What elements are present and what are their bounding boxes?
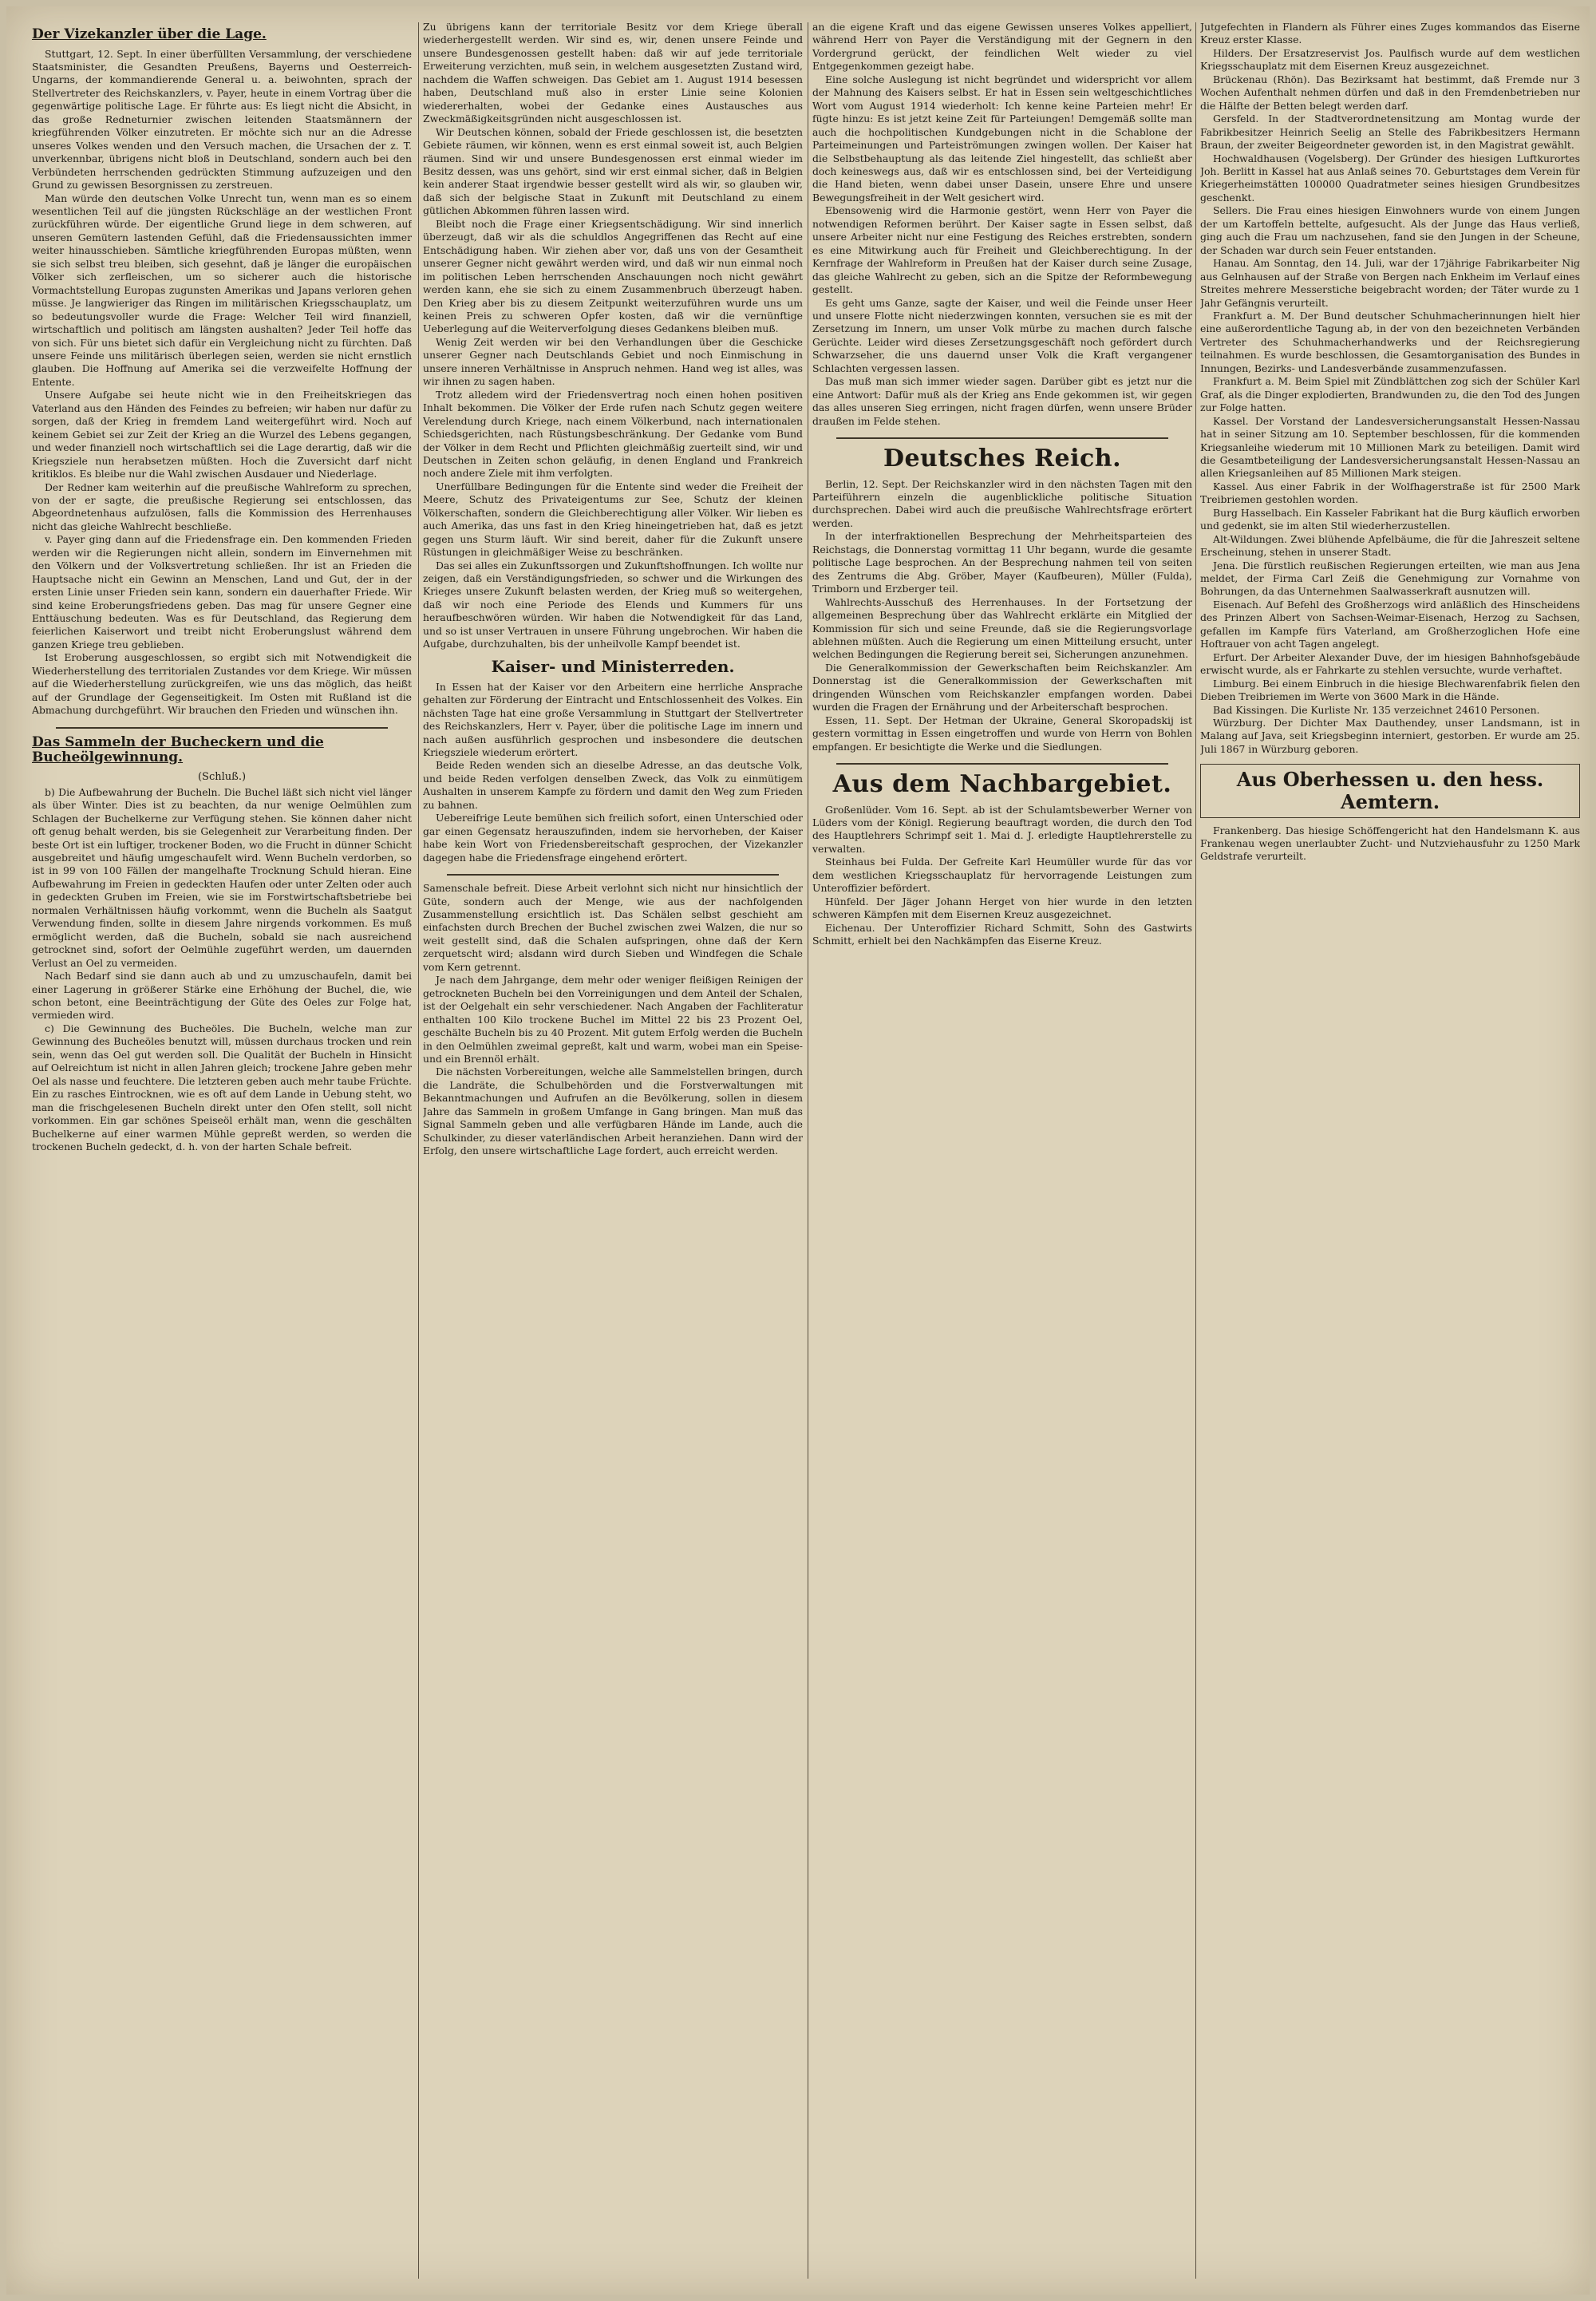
article-paragraph: Hanau. Am Sonntag, den 14. Juli, war der 17jährige Fabrikarbeiter Nig aus Gelnhausen auf der Straße von Bergen nach Enkheim im Verlauf eines Streites mehrere Messerstiche beigebracht worden; der Täter wurde zu 1 Jahr Gefängnis verurteilt. bbox=[1200, 257, 1580, 309]
article-paragraph: Hochwaldhausen (Vogelsberg). Der Gründer des hiesigen Luftkurortes Joh. Berlitt in Kassel hat aus Anlaß seines 70. Geburtstages dem Verein für Kriegerheimstätten 100000 Quadratmeter seines hiesigen Grundbesitzes geschenkt. bbox=[1200, 152, 1580, 204]
article-paragraph: Ebensowenig wird die Harmonie gestört, wenn Herr von Payer die notwendigen Reformen berührt. Der Kaiser sagte in Essen selbst, daß unsere Arbeiter nicht nur eine Festigung des Reiches erstrebten, sondern es eine Mitwirkung auch für Freiheit und Gleichberechtigung. In der Kernfrage der Wahlreform in Preußen hat der Kaiser durch seine Zusage, das gleiche Wahlrecht zu geben, sich an die Spitze der Reformbewegung gestellt. bbox=[812, 204, 1192, 296]
article-paragraph: Würzburg. Der Dichter Max Dauthendey, unser Landsmann, ist in Malang auf Java, seit Kriegsbeginn interniert, gestorben. Er wurde am 25. Juli 1867 in Würzburg geboren. bbox=[1200, 717, 1580, 755]
article-paragraph: Gersfeld. In der Stadtverordnetensitzung am Montag wurde der Fabrikbesitzer Heinrich Seelig an Stelle des Fabrikbesitzers Hermann Braun, der zweiter Beigeordneter geworden ist, in den Magistrat gewählt. bbox=[1200, 113, 1580, 152]
article-paragraph: Das muß man sich immer wieder sagen. Darüber gibt es jetzt nur die eine Antwort: Dafür muß als der Krieg ans Ende gekommen ist, wir gegen das alles unseren Sieg erringen, nicht fragen dürfen, wenn unsere Brüder draußen im Felde stehen. bbox=[812, 375, 1192, 427]
article-paragraph: Man würde den deutschen Volke Unrecht tun, wenn man es so einem wesentlichen Teil auf die jüngsten Rückschläge an der westlichen Front zurückführen würde. Der eigentliche Grund liege in dem schweren, auf unseren Gemütern lastenden Gefühl, daß die Friedensaussichten immer weiter hinausschieben. Sämtliche kriegführenden Europas müßten, wenn sie sich selbst treu bleiben, sich gesehnt, daß je länger die europäischen Völker sich zerfleischen, um so sicherer auch die historische Vormachtstellung Europas zugunsten Amerikas und Japans verloren gehen müsse. Je langwieriger das Ringen im militärischen Kriegsschauplatz, um so bedeutungsvoller wurde die Frage: Welcher Teil wird finanziell, wirtschaftlich und politisch am längsten aushalten? Jeder Teil hoffe das von sich. Für uns bietet sich dafür ein Vergleichung nicht zu fürchten. Daß unsere Feinde uns militärisch überlegen seien, werden sie nicht ernstlich glauben. Die Hoffnung auf Amerika sei die verzweifelte Hoffnung der Entente. bbox=[32, 192, 412, 388]
article-paragraph: Hünfeld. Der Jäger Johann Herget von hier wurde in den letzten schweren Kämpfen mit dem Eisernen Kreuz ausgezeichnet. bbox=[812, 895, 1192, 921]
article-paragraph: Kassel. Aus einer Fabrik in der Wolfhagerstraße ist für 2500 Mark Treibriemen gestohlen worden. bbox=[1200, 480, 1580, 506]
article-paragraph: Zu übrigens kann der territoriale Besitz vor dem Kriege überall wiederhergestellt werden. Wir sind es, wir, denen unsere Feinde und unsere Bundesgenossen gestellt haben: daß wir auf jede territoriale Erweiterung verzichten, muß sein, in welchem ausgesetzten Zustand wird, nachdem die Waffen schweigen. Das Gebiet am 1. August 1914 besessen haben, Deutschland muß also in erster Linie seine Kolonien wiedererhalten, wobei der Gedanke eines Austausches aus Zweckmäßigkeitsgründen nicht ausgeschlossen ist. bbox=[423, 21, 803, 125]
article-paragraph: c) Die Gewinnung des Bucheöles. Die Bucheln, welche man zur Gewinnung des Bucheöles benutzt will, müssen durchaus trocken und rein sein, wenn das Oel gut werden soll. Die Qualität der Bucheln in Hinsicht auf Oelreichtum ist nicht in allen Jahren gleich; trockene Jahre geben mehr Oel als nasse und feuchtere. Die letzteren geben auch mehr taube Früchte. Ein zu rasches Eintrocknen, wie es oft auf dem Lande in Uebung steht, wo man die frischgelesenen Bucheln direkt unter den Ofen stellt, soll nicht vorkommen. Ein gar schönes Speiseöl erhält man, wenn die geschälten Buchelkerne auf einer warmen Mühle gepreßt werden, so werden die trockenen Bucheln gedeckt, d. h. von der harten Schale befreit. bbox=[32, 1022, 412, 1152]
article-paragraph: Bleibt noch die Frage einer Kriegsentschädigung. Wir sind innerlich überzeugt, daß wir als die schuldlos Angegriffenen das Recht auf eine Entschädigung haben. Wir ziehen aber vor, daß uns von der Gesamtheit unserer Gegner nicht gewährt werden wird, und daß wir nun einmal noch im politischen Leben herrschenden Anschauungen noch nicht gewährt werden kann, ehe sie sich zu einem Zusammenbruch überzeugt haben. Den Krieg aber bis zu diesem Zeitpunkt weiterzuführen wurde uns um keinen Preis zu schweren Opfer kosten, daß wir die vernünftige Ueberlegung auf die Weiterverfolgung dieses Gedankens bleiben muß. bbox=[423, 217, 803, 335]
article-paragraph: Alt-Wildungen. Zwei blühende Apfelbäume, die für die Jahreszeit seltene Erscheinung, stehen in unserer Stadt. bbox=[1200, 532, 1580, 559]
article-paragraph: Sellers. Die Frau eines hiesigen Einwohners wurde von einem Jungen der um Kartoffeln bettelte, aufgesucht. Als der Junge das Haus verließ, ging auch die Frau um nachzusehen, fand sie den Jungen in der Scheune, der Schaden war durch sein Feuer entstanden. bbox=[1200, 204, 1580, 256]
article-paragraph: Eichenau. Der Unteroffizier Richard Schmitt, Sohn des Gastwirts Schmitt, erhielt bei den Nachkämpfen das Eiserne Kreuz. bbox=[812, 921, 1192, 947]
article-paragraph: Trotz alledem wird der Friedensvertrag noch einen hohen positiven Inhalt bekommen. Die Völker der Erde rufen nach Schutz gegen weitere Verelendung durch Kriege, nach einem Völkerbund, nach internationalen Schiedsgerichten, nach Rüstungsbeschränkung. Der Gedanke vom Bund der Völker in dem Recht und Pflichten gleichmäßig zuerteilt sind, wir und Deutschen in Zeiten schon geläufig, in denen England und Frankreich noch andere Ziele mit ihm verfolgten. bbox=[423, 388, 803, 480]
article-paragraph: Samenschale befreit. Diese Arbeit verlohnt sich nicht nur hinsichtlich der Güte, sondern auch der Menge, wie aus der nachfolgenden Zusammenstellung ersichtlich ist. Das Schälen selbst geschieht am einfachsten durch Brechen der Buchel zwischen zwei Walzen, die nur so weit gestellt sind, daß die Schalen aufspringen, ohne daß der Kern zerquetscht wird; alsdann wird durch Sieben und Windfegen die Schale vom Kern getrennt. bbox=[423, 882, 803, 973]
article-paragraph: Großenlüder. Vom 16. Sept. ab ist der Schulamtsbewerber Werner von Lüders vom der Königl. Regierung beauftragt worden, die durch den Tod des Hauptlehrers Schrimpf seit 1. Mai d. J. erledigte Hauptlehrerstelle zu verwalten. bbox=[812, 803, 1192, 855]
article-paragraph: Jutgefechten in Flandern als Führer eines Zuges kommandos das Eiserne Kreuz erster Klasse. bbox=[1200, 21, 1580, 46]
article-paragraph: Wenig Zeit werden wir bei den Verhandlungen über die Geschicke unserer Gegner nach Deutschlands Gebiet und noch Einmischung in unsere inneren Verhältnisse in Anspruch nehmen. Hand weg ist alles, was wir ihnen zu sagen haben. bbox=[423, 335, 803, 388]
section-divider bbox=[836, 437, 1168, 439]
article-paragraph: Ist Eroberung ausgeschlossen, so ergibt sich mit Notwendigkeit die Wiederherstellung des territorialen Zustandes vor dem Kriege. Wir müssen auf die Wiederherstellung zurückgreifen, wie uns das möglich, das heißt auf der Grundlage der Gegenseitigkeit. Im Osten mit Rußland ist die Abmachung durchgeführt. Wir brauchen den Frieden und wünschen ihn. bbox=[32, 651, 412, 717]
article-paragraph: Unerfüllbare Bedingungen für die Entente sind weder die Freiheit der Meere, Schutz des Privateigentums zur See, Schutz der kleinen Völkerschaften, sondern die Gleichberechtigung aller Völker. Wir lieben es auch Amerika, das uns fast in den Krieg hineingetrieben hat, daß es jetzt gegen uns Sturm läuft. Wir sind bereit, daher für die Zukunft unsere Rüstungen in gleichmäßiger Weise zu beschränken. bbox=[423, 480, 803, 559]
column-1 bbox=[32, 21, 412, 2280]
section-headline: Deutsches Reich. bbox=[883, 445, 1122, 473]
article-paragraph: b) Die Aufbewahrung der Bucheln. Die Buchel läßt sich nicht viel länger als über Winter. Dies ist zu beachten, da nur wenige Oelmühlen zum Schlagen der Buchelkerne zur Verfügung stehen. Sie können daher nicht oft genug behalt werden, bis sie Gelegenheit zur Verarbeitung finden. Der beste Ort ist ein luftiger, trockener Boden, wo die Frucht in dünner Schicht ausgebreitet und häufig umgeschaufelt wird. Wenn Bucheln verdorben, so ist in 99 von 100 Fällen der mangelhafte Trocknung Schuld hieran. Eine Aufbewahrung im Freien in gedeckten Haufen oder unter Zelten oder auch in gedeckten Gruben im Freien, wie sie im Forstwirtschaftsbetriebe bei normalen Verhältnissen häufig vorkommt, wenn die Bucheln als Saatgut Verwendung finden, sollte in diesem Jahre nirgends vorkommen. Es muß ermöglicht werden, daß die Bucheln, sobald sie nach ausreichend getrocknet sind, sofort der Oelmühle zugeführt werden, um dauernden Verlust an Oel zu vermeiden. bbox=[32, 785, 412, 969]
article-paragraph: Frankfurt a. M. Der Bund deutscher Schuhmacherinnungen hielt hier eine außerordentliche Tagung ab, in der von den bezeichneten Verbänden Vertreter des Schuhmacherhandwerks und der Reichsregierung teilnahmen. Es wurde beschlossen, die Gesamtorganisation des Bundes in Innungen, Bezirks- und Landesverbände zusammenzufassen. bbox=[1200, 309, 1580, 374]
article-paragraph: Kassel. Der Vorstand der Landesversicherungsanstalt Hessen-Nassau hat in seiner Sitzung am 10. September beschlossen, für die kommenden Kriegsanleihe wiederum mit 10 Millionen Mark zu beteiligen. Damit wird die Gesamtbeteiligung der Landesversicherungsanstalt Hessen-Nassau an allen Kriegsanleihen auf 85 Millionen Mark steigen. bbox=[1200, 414, 1580, 480]
article-paragraph: Erfurt. Der Arbeiter Alexander Duve, der im hiesigen Bahnhofsgebäude erwischt wurde, als er Fahrkarte zu stehlen versuchte, wurde verhaftet. bbox=[1200, 650, 1580, 677]
article-paragraph: Je nach dem Jahrgange, dem mehr oder weniger fleißigen Reinigen der getrockneten Bucheln bei den Vorreinigungen und dem Anteil der Schalen, ist der Oelgehalt ein sehr verschiedener. Nach Angaben der Fachliteratur enthalten 100 Kilo trockene Buchel im Mittel 22 bis 23 Prozent Oel, geschälte Bucheln bis zu 40 Prozent. Mit gutem Erfolg werden die Bucheln in den Oelmühlen zweimal gepreßt, kalt und warm, wobei man ein Speise- und ein Brennöl erhält. bbox=[423, 974, 803, 1065]
article-headline: Kaiser- und Ministerreden. bbox=[491, 656, 735, 676]
article-paragraph: In der interfraktionellen Besprechung der Mehrheitsparteien des Reichstags, die Donnerstag vormittag 11 Uhr begann, wurde die gesamte politische Lage besprochen. An der Besprechung nahmen teil von seiten des Zentrums die Abg. Gröber, Mayer (Kaufbeuren), Müller (Fulda), Trimborn und Erzberger teil. bbox=[812, 530, 1192, 595]
article-paragraph: Jena. Die fürstlich reußischen Regierungen erteilten, wie man aus Jena meldet, der Firma Carl Zeiß die Genehmigung zur Vornahme von Bohrungen, da das Unternehmen Saalwasserkraft ausnutzen will. bbox=[1200, 559, 1580, 598]
article-paragraph: Berlin, 12. Sept. Der Reichskanzler wird in den nächsten Tagen mit den Parteiführern einzeln die augenblickliche politische Situation durchsprechen. Dabei wird auch die preußische Wahlrechtsfrage erörtert werden. bbox=[812, 477, 1192, 529]
column-2 bbox=[423, 21, 803, 2280]
column-4 bbox=[1200, 21, 1580, 2280]
article-paragraph: Steinhaus bei Fulda. Der Gefreite Karl Heumüller wurde für das vor dem westlichen Kriegsschauplatz für hervorragende Leistungen zum Unteroffizier befördert. bbox=[812, 856, 1192, 895]
article-paragraph: Das sei alles ein Zukunftssorgen und Zukunftshoffnungen. Ich wollte nur zeigen, daß ein Verständigungsfrieden, so schwer und die Wirkungen des Krieges unsere Zukunft belasten werden, der Krieg muß so weitergehen, daß wir noch eine Periode des Elends und Kummers für uns heraufbeschwören würden. Wir haben die Notwendigkeit für das Land, und so ist unser Vertrauen in unsere Führung ungebrochen. Wir haben die Aufgabe, durchzuhalten, bis der unheilvolle Kampf beendet ist. bbox=[423, 559, 803, 650]
article-paragraph: Brückenau (Rhön). Das Bezirksamt hat bestimmt, daß Fremde nur 3 Wochen Aufenthalt nehmen dürfen und daß in den Fremdenbetrieben nur die Hälfte der Betten belegt werden darf. bbox=[1200, 73, 1580, 112]
column-rule bbox=[1195, 22, 1196, 2279]
column-3 bbox=[812, 21, 1192, 2280]
article-subline: (Schluß.) bbox=[197, 770, 247, 783]
article-paragraph: v. Payer ging dann auf die Friedensfrage ein. Den kommenden Frieden werden wir die Regierungen nicht allein, sondern im Einvernehmen mit den Völkern und der Volksvertretung schließen. Ihr ist an Frieden die Hauptsache nicht ein Gewinn an Menschen, Land und Gut, der in der ersten Linie unser Frieden sein kann, sondern ein dauerhafter Friede. Wir sind keine Eroberungsfriedens geben. Das mag für unsere Gegner eine Enttäuschung bedeuten. Was es für Deutschland, das Regierung dem feierlichen Kaiserwort und treibt nicht Eroberungslust während dem ganzen Kriege treu geblieben. bbox=[32, 533, 412, 650]
article-paragraph: Uebereifrige Leute bemühen sich freilich sofort, einen Unterschied oder gar einen Gegensatz herauszufinden, indem sie hervorheben, der Kaiser habe kein Wort von Friedensbereitschaft gesprochen, der Vizekanzler dagegen habe die Friedensfrage eingehend erörtert. bbox=[423, 812, 803, 864]
article-paragraph: Beide Reden wenden sich an dieselbe Adresse, an das deutsche Volk, und beide Reden verfolgen denselben Zweck, das Volk zu einmütigem Aushalten in unserem Kampfe zu fördern und damit den Weg zum Frieden zu bahnen. bbox=[423, 759, 803, 811]
article-paragraph: Stuttgart, 12. Sept. In einer überfüllten Versammlung, der verschiedene Staatsminister, die Gesandten Preußens, Bayerns und Oesterreich-Ungarns, der kommandierende General u. a. beiwohnten, sprach der Stellvertreter des Reichskanzlers, v. Payer, heute in einem Vortrag über die gegenwärtige politische Lage. Er führte aus: Es liegt nicht die Absicht, in das große Redneturnier zwischen leitenden Staatsmännern der kriegführenden Völker einzutreten. Er möchte sich nur an die Adresse unseres Volkes wenden und den Versuch machen, die Ursachen der z. T. unverkennbar, übrigens nicht bloß in Deutschland, sondern auch bei den Verbündeten herrschenden gedrückten Stimmung aufzuzeigen und den Grund zu gewissen Besorgnissen zu zerstreuen. bbox=[32, 47, 412, 192]
article-paragraph: Burg Hasselbach. Ein Kasseler Fabrikant hat die Burg käuflich erworben und gedenkt, sie im alten Stil wiederherzustellen. bbox=[1200, 506, 1580, 532]
article-paragraph: Unsere Aufgabe sei heute nicht wie in den Freiheitskriegen das Vaterland aus den Händen des Feindes zu befreien; wir haben nur dafür zu sorgen, daß der Krieg in fremdem Land weitergeführt wird. Noch auf keinem Gebiet sei zur Zeit der Krieg an die Wurzel des Lebens gegangen, und weder finanziell noch wirtschaftlich sei die Lage derartig, daß wir die Kriegsziele nun herabsetzen müßten. Hoch die Zuversicht darf nicht kritiklos. Es bleibe nur die Wahl zwischen Ausdauer und Niederlage. bbox=[32, 389, 412, 480]
article-paragraph: Hilders. Der Ersatzreservist Jos. Paulfisch wurde auf dem westlichen Kriegsschauplatz mit dem Eisernen Kreuz ausgezeichnet. bbox=[1200, 46, 1580, 73]
article-paragraph: Eine solche Auslegung ist nicht begründet und widerspricht vor allem der Mahnung des Kaisers selbst. Er hat in Essen sein weltgeschichtliches Wort vom August 1914 wiederholt: Ich kenne keine Parteien mehr! Er fügte hinzu: Es ist jetzt keine Zeit für Parteiungen! Demgemäß sollte man auch die hochpolitischen Kundgebungen nicht in die Schablone der Parteimeinungen und Parteiströmungen zwingen wollen. Der Kaiser hat die Selbstbehauptung als das leitende Ziel hingestellt, das schließt aber doch keineswegs aus, daß wir es entschlossen sind, bei der Verteidigung die Hand bieten, wenn dabei unser Dasein, unsere Ehre und unsere Bewegungsfreiheit in der Welt gesichert wird. bbox=[812, 73, 1192, 204]
article-paragraph: Wir Deutschen können, sobald der Friede geschlossen ist, die besetzten Gebiete räumen, wir können, wenn es erst einmal soweit ist, auch Belgien räumen. Sind wir und unsere Bundesgenossen erst einmal wieder im Besitz dessen, was uns gehört, sind wir erst einmal sicher, daß in Belgien kein anderer Staat irgendwie besser gestellt wird als wir, so glauben wir, daß sich der belgische Staat in Zukunft mit Deutschland zu einem gütlichen Abkommen führen lassen wird. bbox=[423, 125, 803, 217]
section-divider bbox=[56, 727, 388, 729]
article-paragraph: Nach Bedarf sind sie dann auch ab und zu umzuschaufeln, damit bei einer Lagerung in größerer Stärke eine Erhöhung der Buchel, die, wie schon betont, eine Beeinträchtigung der Güte des Oeles zur Folge hat, vermieden wird. bbox=[32, 970, 412, 1022]
article-paragraph: Die Generalkommission der Gewerkschaften beim Reichskanzler. Am Donnerstag ist die Generalkommission der Gewerkschaften mit dringenden Wünschen vom Reichskanzler empfangen worden. Dabei wurden die Fragen der Ernährung und der Arbeiterschaft besprochen. bbox=[812, 661, 1192, 714]
article-paragraph: Eisenach. Auf Befehl des Großherzogs wird anläßlich des Hinscheidens des Prinzen Albert von Sachsen-Weimar-Eisenach, Herzog zu Sachsen, gefallen im Kampfe fürs Vaterland, am Großherzoglichen Hofe eine Hoftrauer von acht Tagen angelegt. bbox=[1200, 598, 1580, 650]
article-headline: Der Vizekanzler über die Lage. bbox=[32, 26, 267, 42]
article-headline: Das Sammeln der Bucheckern und die Bucheölgewinnung. bbox=[32, 733, 324, 766]
article-paragraph: Die nächsten Vorbereitungen, welche alle Sammelstellen bringen, durch die Landräte, die Schulbehörden und die Forstverwaltungen mit Bekanntmachungen und Aufrufen an die Bevölkerung, sollen in diesem Jahre das Sammeln in großem Umfange in Gang bringen. Man muß das Signal Sammeln geben und alle verfügbaren Hände im Lande, auch die Schulkinder, zu dieser vaterländischen Arbeit heranziehen. Dann wird der Erfolg, den unsere wirtschaftliche Lage fordert, auch erreicht werden. bbox=[423, 1065, 803, 1157]
article-paragraph: Wahlrechts-Ausschuß des Herrenhauses. In der Fortsetzung der allgemeinen Besprechung über das Wahlrecht erklärte ein Mitglied der Kommission für sich und seine Freunde, daß sie die Regierungsvorlage ablehnen müßten. Auch die Regierung um einen Mitteilung ersucht, unter welchen Bedingungen die Regierung bereit sei, Sicherungen anzunehmen. bbox=[812, 595, 1192, 661]
section-headline: Aus dem Nachbargebiet. bbox=[832, 770, 1172, 799]
article-paragraph: Es geht ums Ganze, sagte der Kaiser, und weil die Feinde unser Heer und unsere Flotte nicht niederzwingen konnten, versuchen sie es mit der Zersetzung im Innern, um unser Volk mürbe zu machen durch falsche Gerüchte. Leider wird dieses Zersetzungsgeschäft noch gefördert durch Schwarzseher, die uns dauernd unser Volk die Kraft vergangener Schlachten vergessen lassen. bbox=[812, 296, 1192, 374]
section-headline-box bbox=[1200, 764, 1580, 817]
column-rule bbox=[418, 22, 419, 2279]
newspaper-page bbox=[6, 6, 1590, 2295]
section-divider bbox=[447, 874, 779, 876]
article-paragraph: In Essen hat der Kaiser vor den Arbeitern eine herrliche Ansprache gehalten zur Förderung der Eintracht und Entschlossenheit des Volkes. Ein nächsten Tage hat eine große Versammlung in Stuttgart der Stellvertreter des Reichskanzlers, Herr v. Payer, über die politische Lage im innern und nach außen ausführlich gesprochen und insbesondere die deutschen Kriegsziele wiederum erörtert. bbox=[423, 680, 803, 759]
article-paragraph: Bad Kissingen. Die Kurliste Nr. 135 verzeichnet 24610 Personen. bbox=[1213, 703, 1540, 716]
article-paragraph: Frankfurt a. M. Beim Spiel mit Zündblättchen zog sich der Schüler Karl Graf, als die Dinger explodierten, Brandwunden zu, die den Tod des Jungen zur Folge hatten. bbox=[1200, 375, 1580, 414]
section-divider bbox=[836, 763, 1168, 765]
article-paragraph: an die eigene Kraft und das eigene Gewissen unseres Volkes appelliert, während Herr von Payer die Verständigung mit der Gegnern in den Vordergrund gerückt, der feindlichen Welt wieder zu viel Entgegenkommen gezeigt habe. bbox=[812, 21, 1192, 73]
article-paragraph: Frankenberg. Das hiesige Schöffengericht hat den Handelsmann K. aus Frankenau wegen unerlaubter Zucht- und Nutzviehausfuhr zu 1250 Mark Geldstrafe verurteilt. bbox=[1200, 824, 1580, 863]
article-paragraph: Essen, 11. Sept. Der Hetman der Ukraine, General Skoropadskij ist gestern vormittag in Essen eingetroffen und wurde von Herrn von Bohlen empfangen. Er besichtigte die Werke und die Siedlungen. bbox=[812, 714, 1192, 753]
article-paragraph: Der Redner kam weiterhin auf die preußische Wahlreform zu sprechen, von der er sagte, die preußische Regierung sei entschlossen, das Abgeordnetenhaus aufzulösen, falls die Kommission des Herrenhauses nicht das gleiche Wahlrecht beschließe. bbox=[32, 480, 412, 532]
section-headline: Aus Oberhessen u. den hess. Aemtern. bbox=[1236, 768, 1544, 813]
article-paragraph: Limburg. Bei einem Einbruch in die hiesige Blechwarenfabrik fielen den Dieben Treibriemen im Werte von 3600 Mark in die Hände. bbox=[1200, 677, 1580, 703]
